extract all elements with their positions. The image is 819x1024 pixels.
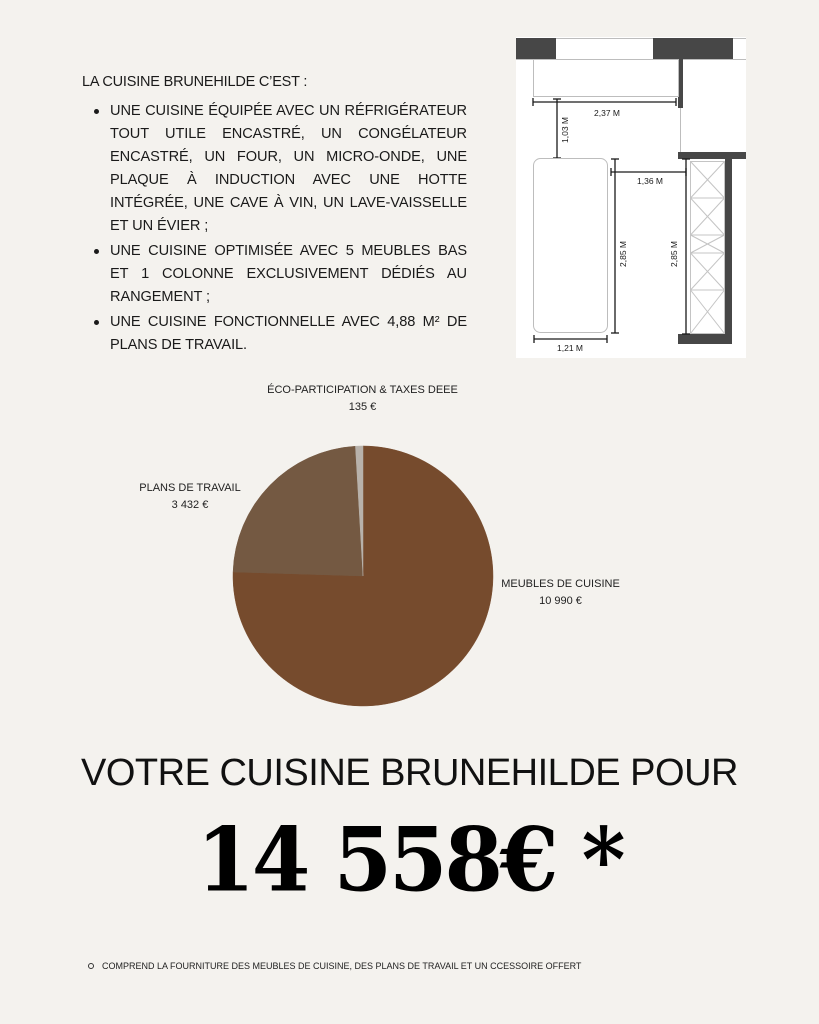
slice-label-value: 135 € [348,401,377,413]
slice-label-value: 10 990 € [539,595,582,607]
feature-item: UNE CUISINE FONCTIONNELLE AVEC 4,88 M² DE PLANS DE TRAVAIL. [110,311,467,357]
dim-island-width: 1,21 M [557,343,583,353]
dim-gap-height: 1,03 M [560,117,570,143]
slice-label-name: PLANS DE TRAVAIL [139,482,241,494]
dim-island-height: 2,85 M [618,241,628,267]
slice-label-meubles [488,576,633,610]
bullet-circle-icon [88,963,94,969]
wall-top-left [516,38,556,59]
cost-pie-chart [0,370,819,730]
wall-column-top [678,152,746,159]
footnote [88,961,581,971]
slice-label-plans [120,480,260,514]
intro-section [82,74,467,359]
footnote-text: COMPREND LA FOURNITURE DES MEUBLES DE CUISINE, DES PLANS DE TRAVAIL ET UN CCESSOIRE OFFERT [102,961,582,971]
pie-svg [0,370,819,730]
wall-column-bottom [678,334,732,344]
slice-label-value: 3 432 € [171,499,209,511]
slice-label-name: MEUBLES DE CUISINE [501,578,620,590]
dim-column-height: 2,85 M [669,241,679,267]
slice-label-eco [240,382,485,416]
features-list [82,100,467,357]
wall-top-right [653,38,733,59]
feature-item: UNE CUISINE OPTIMISÉE AVEC 5 MEUBLES BAS ET 1 COLONNE EXCLUSIVEMENT DÉDIÉS AU RANGEMENT ; [110,240,467,309]
intro-title: LA CUISINE BRUNEHILDE C’EST : [82,74,308,90]
dim-aisle-width: 1,36 M [637,176,663,186]
feature-item: UNE CUISINE ÉQUIPÉE AVEC UN RÉFRIGÉRATEUR TOUT UTILE ENCASTRÉ, UN CONGÉLATEUR ENCASTRÉ, UN FOUR, UN MICRO-ONDE, UNE PLAQUE À INDUCTION AVEC UNE HOTTE INTÉGRÉE, UNE CAVE À VIN, UN LAVE-VAISSELLE ET UN ÉVIER ; [110,100,467,238]
kitchen-floor-plan [516,37,746,358]
slice-label-name: ÉCO-PARTICIPATION & TAXES DEEE [267,384,458,396]
total-price: 14 558€ * [196,807,623,912]
floor-plan-drawing [516,37,746,358]
wall-column-side [725,159,732,334]
dim-top-width: 2,37 M [594,108,620,118]
headline: VOTRE CUISINE BRUNEHILDE POUR [81,752,738,794]
